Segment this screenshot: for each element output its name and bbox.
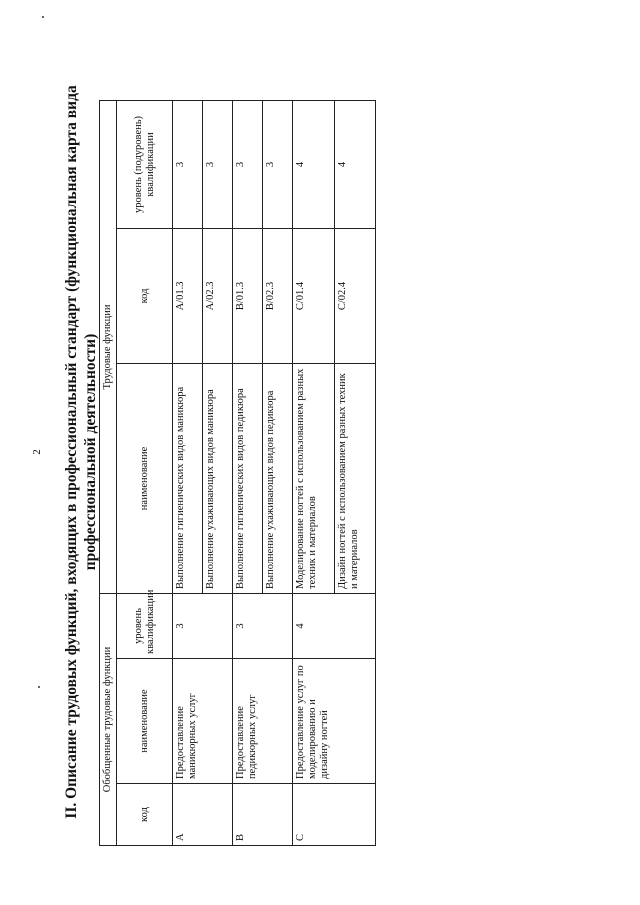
section-title-line1: II. Описание трудовых функций, входящих в профессиональный стандарт (функциональная карта вида [63,85,80,819]
gf-name: Предоставление услуг по моделированию и дизайну ногтей [293,659,376,784]
gf-level: 3 [233,593,293,658]
lf-name: Выполнение гигиенических видов маникюра [173,363,203,593]
gf-level: 3 [173,593,233,658]
lf-name: Выполнение ухаживающих видов педикюра [263,363,293,593]
scan-speck [42,16,44,18]
scan-speck [38,686,40,688]
lf-name: Моделирование ногтей с использованием разных техник и материалов [293,363,335,593]
lf-level: 3 [263,100,293,228]
lf-code: C/02.4 [335,228,376,363]
table-row [293,100,335,845]
lf-code: B/02.3 [263,228,293,363]
functions-table [99,100,376,846]
labor-functions-header: Трудовые функции [100,100,117,593]
gf-code: C [293,784,376,846]
page-number: 2 [30,449,43,455]
lf-code: C/01.4 [293,228,335,363]
lf-level: 4 [293,100,335,228]
column-header-function-code: код [117,228,173,363]
column-header-function-name: наименование [117,363,173,593]
lf-code: A/01.3 [173,228,203,363]
gf-code: B [233,784,293,846]
table-row [173,100,203,845]
lf-level: 3 [203,100,233,228]
lf-code: B/01.3 [233,228,263,363]
lf-name: Дизайн ногтей с использованием разных техник и материалов [335,363,376,593]
lf-name: Выполнение гигиенических видов педикюра [233,363,263,593]
column-header-level: уровень квалификации [117,593,173,658]
generalized-functions-header: Обобщенные трудовые функции [100,593,117,845]
section-title-line2: профессиональной деятельности) [82,333,99,571]
gf-level: 4 [293,593,376,658]
section-title [62,52,99,852]
gf-name: Предоставление педикюрных услуг [233,659,293,784]
lf-level: 3 [233,100,263,228]
column-header-code: код [117,784,173,846]
table-row [233,100,263,845]
lf-level: 3 [173,100,203,228]
column-header-name: наименование [117,659,173,784]
gf-code: A [173,784,233,846]
lf-name: Выполнение ухаживающих видов маникюра [203,363,233,593]
lf-level: 4 [335,100,376,228]
lf-code: A/02.3 [203,228,233,363]
gf-name: Предоставление маникюрных услуг [173,659,233,784]
rotated-page-content [62,52,376,852]
column-header-function-level: уровень (подуровень) квалификации [117,100,173,228]
